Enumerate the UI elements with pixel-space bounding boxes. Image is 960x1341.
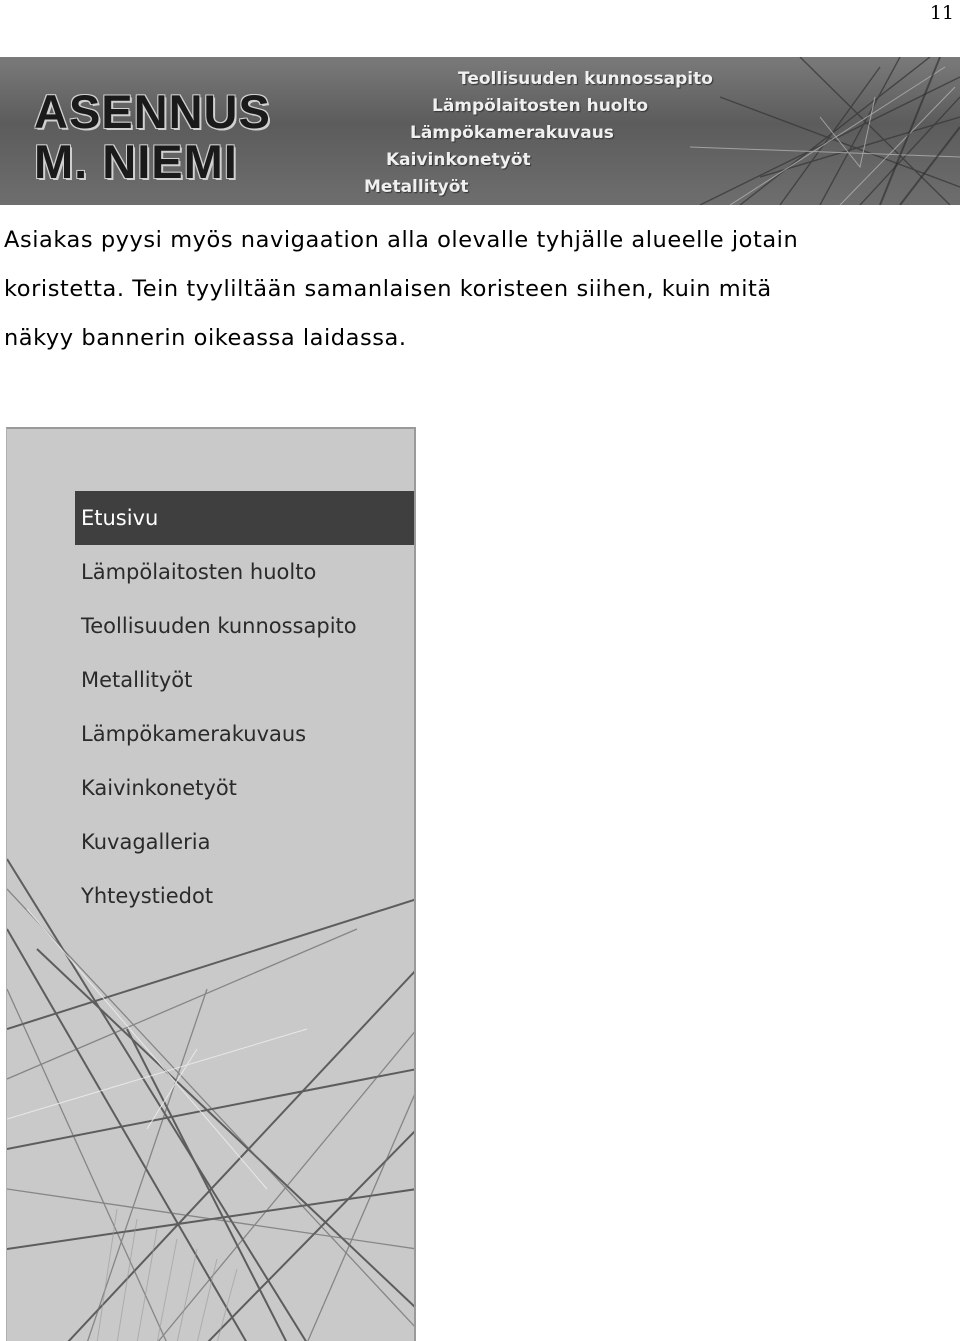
banner-menu-item: Teollisuuden kunnossapito [458,69,713,89]
navigation-screenshot [6,427,416,1341]
logo-line-2: M. NIEMI [34,135,238,188]
body-paragraph [4,216,954,363]
nav-item-metallityot[interactable]: Metallityöt [81,668,193,692]
banner-menu-item: Metallityöt [364,177,469,197]
nav-item-teollisuuden-kunnossapito[interactable]: Teollisuuden kunnossapito [81,614,357,638]
banner-menu-item: Lämpökamerakuvaus [410,123,614,143]
banner-image [0,57,960,205]
banner-menu-item: Lämpölaitosten huolto [432,96,649,116]
banner-menu-item: Kaivinkonetyöt [386,150,531,170]
banner-menu [0,65,960,205]
nav-item-kaivinkonetyot[interactable]: Kaivinkonetyöt [81,776,237,800]
paragraph-line-1: Asiakas pyysi myös navigaation alla olevalle tyhjälle alueelle jotain [4,227,799,253]
nav-item-lampokamerakuvaus[interactable]: Lämpökamerakuvaus [81,722,307,746]
nav-item-lampolaitosten-huolto[interactable]: Lämpölaitosten huolto [81,560,317,584]
nav-item-yhteystiedot[interactable]: Yhteystiedot [81,884,214,908]
paragraph-line-2: koristetta. Tein tyyliltään samanlaisen koristeen siihen, kuin mitä [4,276,772,302]
paragraph-line-3: näkyy bannerin oikeassa laidassa. [4,325,407,351]
nav-item-etusivu[interactable]: Etusivu [75,491,415,545]
nav-menu [75,491,415,923]
page-number: 11 [929,2,954,24]
logo-line-1: ASENNUS [34,85,271,138]
nav-item-kuvagalleria[interactable]: Kuvagalleria [81,830,211,854]
